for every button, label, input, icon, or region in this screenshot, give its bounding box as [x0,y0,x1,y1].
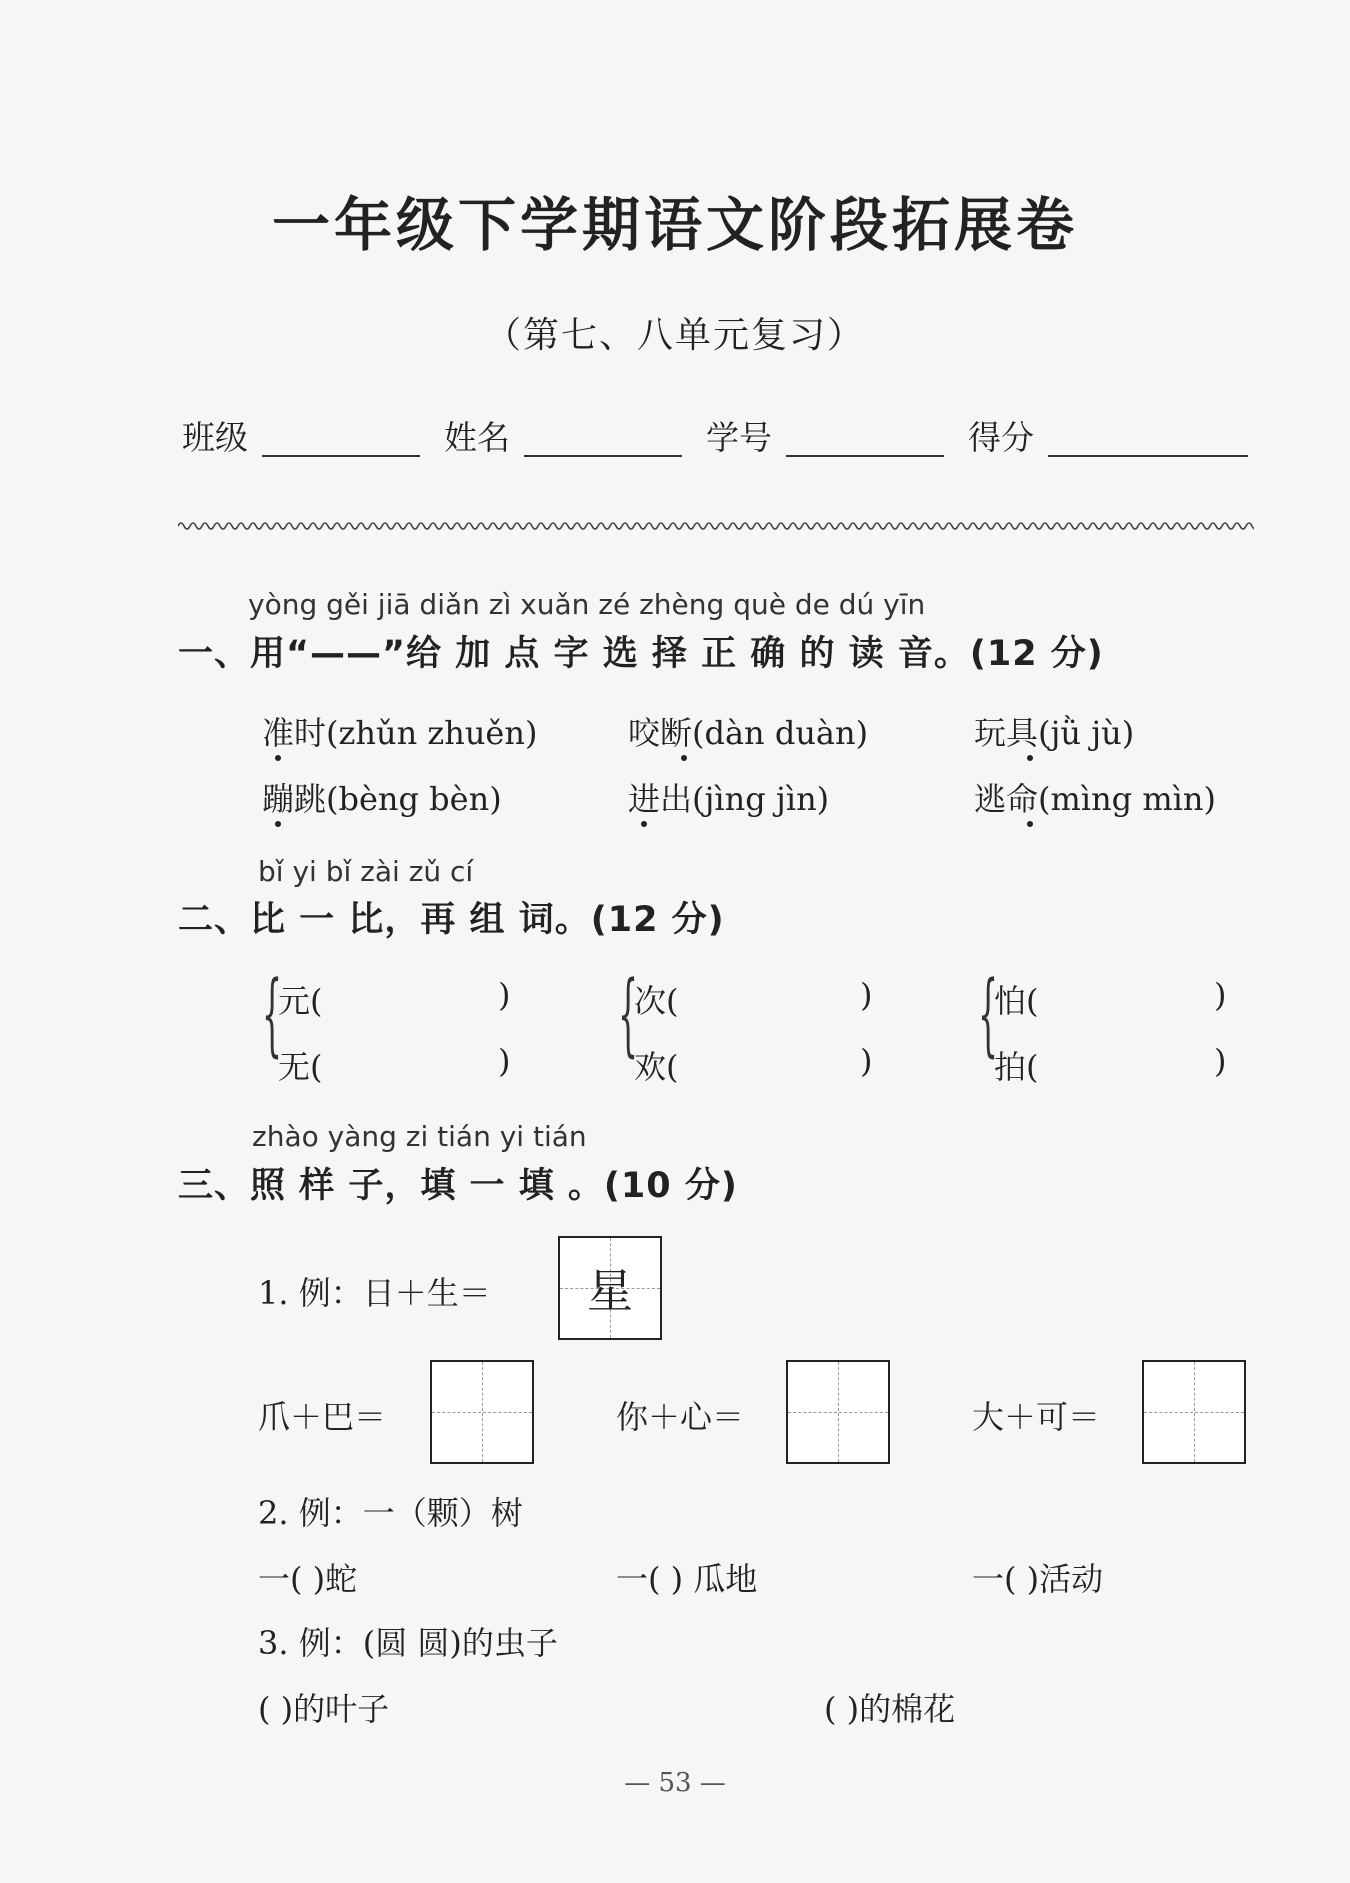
answer-box[interactable] [1142,1360,1246,1464]
brace: { [262,962,283,1067]
score-blank[interactable] [1048,455,1248,457]
q2-word: 怕( [994,982,1039,1020]
emphasis-dot [1027,755,1033,761]
q1-item[interactable]: 蹦跳(bèng bèn) [262,780,502,818]
q2-pinyin: bǐ yi bǐ zài zǔ cí [258,855,474,888]
student-number-blank[interactable] [786,455,944,457]
answer-box[interactable] [430,1360,534,1464]
class-blank[interactable] [262,455,420,457]
example-answer-box [558,1236,662,1340]
page-title: 一年级下学期语文阶段拓展卷 [271,191,1078,259]
q1-item[interactable]: 准时(zhǔn zhuěn) [262,714,538,752]
page-number: — 53 — [624,1768,726,1798]
q2-close: ) [498,1042,511,1080]
q2-word: 拍( [994,1048,1039,1086]
measure-word-blank[interactable]: 一( )活动 [972,1560,1104,1598]
q2-word: 次( [634,982,679,1020]
emphasis-dot [275,755,281,761]
q2-close: ) [1214,976,1227,1014]
q3-title: 三、照 样 子，填 一 填 。(10 分) [178,1166,738,1206]
emphasis-dot [1027,821,1033,827]
measure-word-blank[interactable]: 一( )蛇 [258,1560,358,1598]
q2-close: ) [498,976,511,1014]
q3-formula: 大＋可＝ [972,1398,1101,1436]
q2-close: ) [1214,1042,1227,1080]
adjective-blank[interactable]: ( )的叶子 [258,1690,390,1728]
score-label: 得分 [968,418,1034,457]
name-label: 姓名 [444,418,510,457]
q3-example-3: 3. 例：(圆 圆)的虫子 [258,1624,558,1662]
q3-example-1: 1. 例：日＋生＝ [258,1274,491,1312]
q2-close: ) [860,1042,873,1080]
q1-item[interactable]: 逃命(mìng mìn) [974,780,1217,818]
q1-item[interactable]: 玩具(jǜ jù) [974,714,1135,752]
adjective-blank[interactable]: ( )的棉花 [824,1690,956,1728]
q3-example-2: 2. 例：一（颗）树 [258,1494,523,1532]
name-blank[interactable] [524,455,682,457]
student-number-label: 学号 [706,418,772,457]
answer-box[interactable] [786,1360,890,1464]
wavy-divider [178,518,1254,534]
class-label: 班级 [182,418,248,457]
q2-close: ) [860,976,873,1014]
brace: { [978,962,999,1067]
q1-pinyin: yòng gěi jiā diǎn zì xuǎn zé zhèng què de dú yīn [248,588,926,621]
emphasis-dot [275,821,281,827]
q2-word: 无( [278,1048,323,1086]
q3-formula: 爪＋巴＝ [258,1398,387,1436]
q3-pinyin: zhào yàng zi tián yi tián [252,1120,587,1153]
q3-formula: 你＋心＝ [616,1398,745,1436]
q1-item[interactable]: 咬断(dàn duàn) [628,714,869,752]
brace: { [618,962,639,1067]
q2-word: 元( [278,982,323,1020]
measure-word-blank[interactable]: 一( ) 瓜地 [616,1560,758,1598]
emphasis-dot [681,755,687,761]
q2-title: 二、比 一 比，再 组 词。(12 分) [178,900,725,940]
page-subtitle: （第七、八单元复习） [484,315,865,356]
example-answer: 星 [587,1264,633,1318]
q1-item[interactable]: 进出(jìng jìn) [628,780,830,818]
emphasis-dot [641,821,647,827]
q1-title: 一、用“——”给 加 点 字 选 择 正 确 的 读 音。(12 分) [178,634,1104,674]
q2-word: 欢( [634,1048,679,1086]
